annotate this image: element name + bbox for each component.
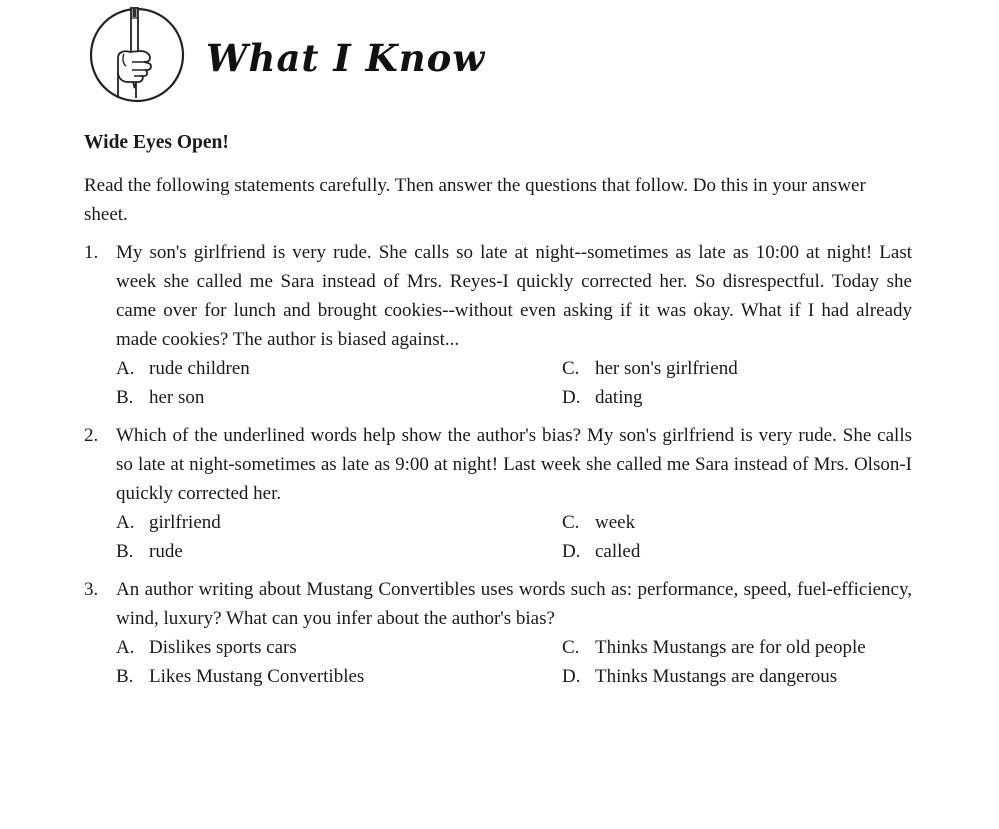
option-text: week [595, 512, 636, 533]
option-text: rude children [149, 358, 250, 379]
question-2 [84, 421, 912, 566]
option-text: Thinks Mustangs are for old people [595, 637, 866, 658]
hand-holding-pencil-icon [88, 6, 186, 104]
option-d[interactable] [562, 662, 912, 691]
question-text: An author writing about Mustang Convertibles uses words such as: performance, speed, fuel-efficiency, wind, luxury? What can you infer about the author's bias? [116, 579, 912, 629]
option-text: Dislikes sports cars [149, 637, 297, 658]
option-text: rude [149, 541, 183, 562]
option-b[interactable] [116, 383, 562, 412]
option-letter: A. [116, 358, 135, 379]
instructions-text: Read the following statements carefully. Then answer the questions that follow. Do this in your answer sheet. [84, 175, 866, 225]
question-number: 2. [84, 425, 99, 446]
option-text: called [595, 541, 641, 562]
option-letter: B. [116, 666, 134, 687]
option-letter: C. [562, 512, 580, 533]
worksheet-content [84, 128, 912, 700]
option-c[interactable] [562, 508, 912, 537]
option-text: Thinks Mustangs are dangerous [595, 666, 838, 687]
question-1 [84, 238, 912, 412]
answer-options [116, 633, 912, 691]
option-letter: B. [116, 541, 134, 562]
option-letter: A. [116, 512, 135, 533]
option-letter: C. [562, 637, 580, 658]
option-letter: A. [116, 637, 135, 658]
option-a[interactable] [116, 508, 562, 537]
question-number: 3. [84, 579, 99, 600]
question-3 [84, 575, 912, 691]
option-text: Likes Mustang Convertibles [149, 666, 365, 687]
option-c[interactable] [562, 633, 912, 662]
option-letter: D. [562, 387, 581, 408]
question-number: 1. [84, 242, 99, 263]
question-text: Which of the underlined words help show the author's bias? My son's girlfriend is very rude. She calls so late at night-sometimes as late as 9:00 at night! Last week she called me Sara instead of Mrs. Olson-I quickly corrected her. [116, 425, 912, 504]
answer-options [116, 354, 912, 412]
option-text: dating [595, 387, 643, 408]
answer-options [116, 508, 912, 566]
option-letter: B. [116, 387, 134, 408]
option-letter: D. [562, 666, 581, 687]
option-b[interactable] [116, 662, 562, 691]
section-title: Wide Eyes Open! [84, 132, 229, 153]
option-text: her son [149, 387, 205, 408]
option-a[interactable] [116, 354, 562, 383]
header [88, 6, 588, 104]
option-c[interactable] [562, 354, 912, 383]
option-text: girlfriend [149, 512, 221, 533]
option-b[interactable] [116, 537, 562, 566]
option-d[interactable] [562, 537, 912, 566]
page-title: What I Know [206, 36, 486, 80]
option-d[interactable] [562, 383, 912, 412]
question-text: My son's girlfriend is very rude. She calls so late at night--sometimes as late as 10:00 at night! Last week she called me Sara instead of Mrs. Reyes-I quickly corrected her. So disrespectful. Today she came over for lunch and brought cookies--without even asking if it was okay. What if I had already made cookies? The author is biased against... [116, 242, 912, 350]
option-letter: D. [562, 541, 581, 562]
option-letter: C. [562, 358, 580, 379]
option-a[interactable] [116, 633, 562, 662]
option-text: her son's girlfriend [595, 358, 738, 379]
